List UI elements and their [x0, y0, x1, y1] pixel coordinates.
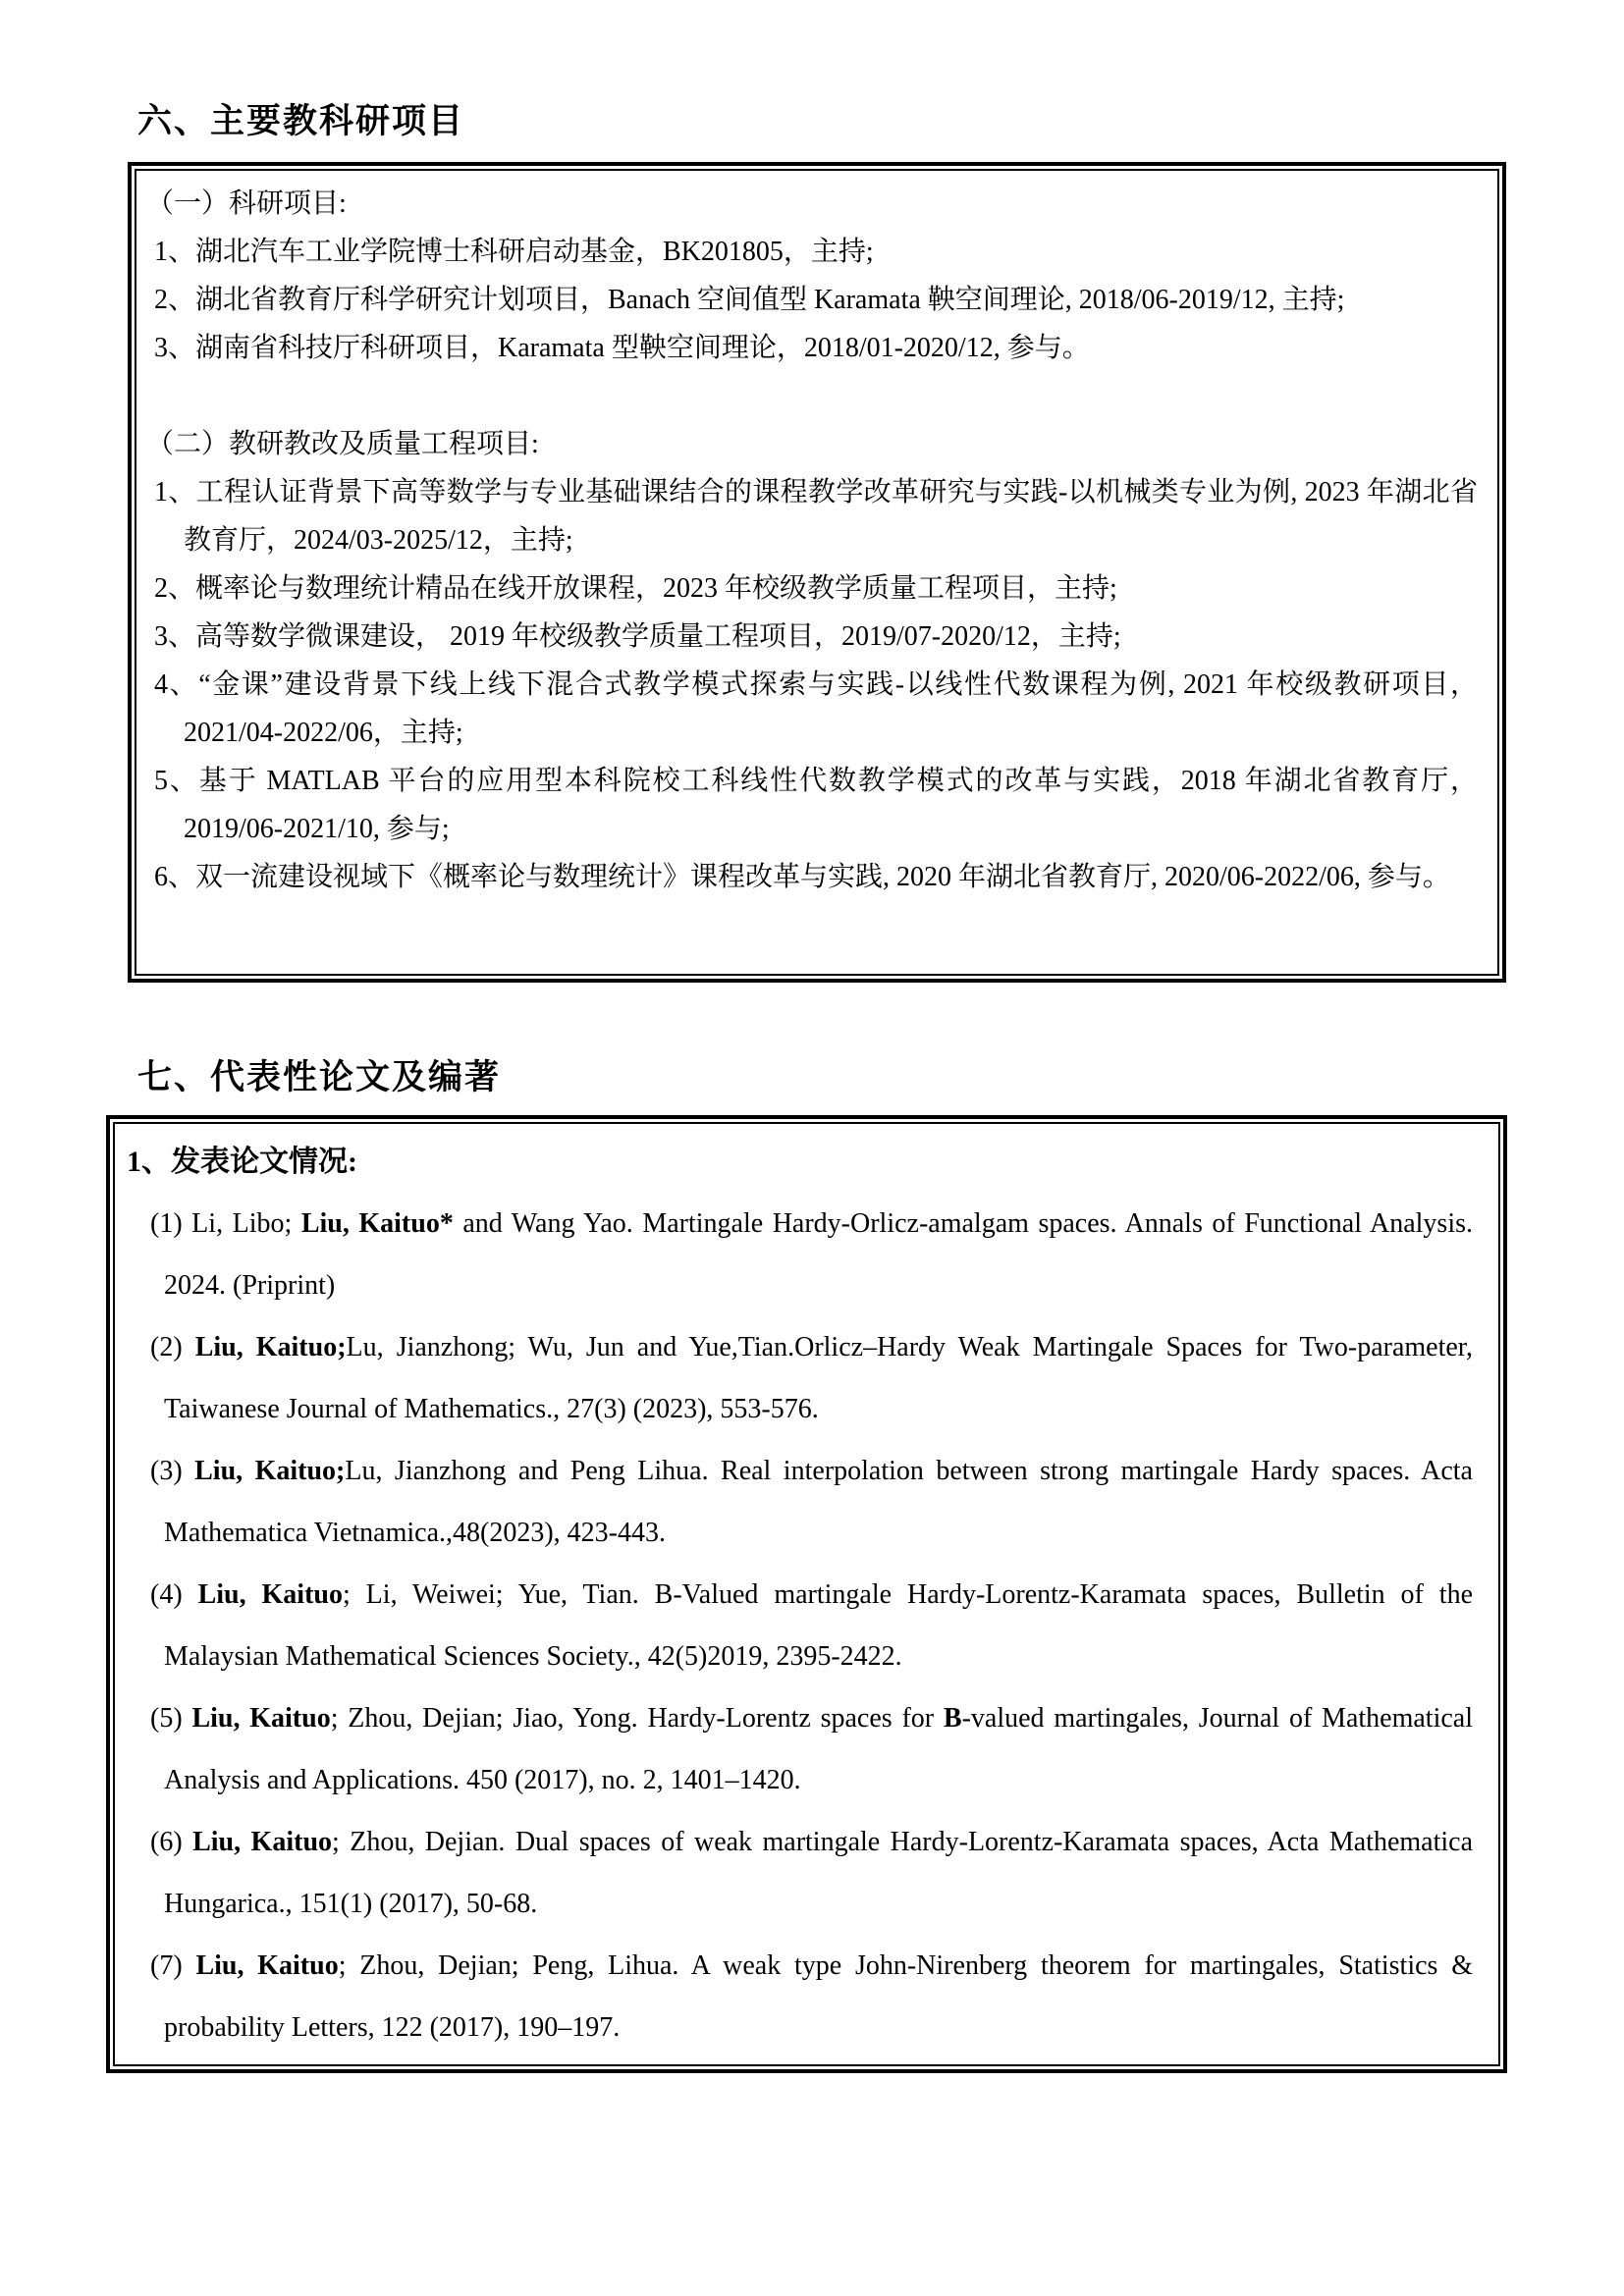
publication-text: Lu, Jianzhong; Wu, Jun and Yue,Tian.Orlicz–Hardy Weak Martingale Spaces for Two-parameter, Taiwanese Journal of Mathematics., 27(3) (2023), 553-576.: [164, 1332, 1473, 1424]
publication-text: ; Zhou, Dejian. Dual spaces of weak martingale Hardy-Lorentz-Karamata spaces, Acta Mathematica Hungarica., 151(1) (2017), 50-68.: [164, 1827, 1473, 1919]
section6-heading: 六、主要教科研项目: [137, 102, 465, 140]
research-project-item-3: 3、湖南省科技厅科研项目，Karamata 型鞅空间理论，2018/01-2020/12, 参与。: [154, 333, 1090, 363]
teaching-project-item-3: 3、高等数学微课建设， 2019 年校级教学质量工程项目，2019/07-2020/12，主持;: [154, 621, 1121, 652]
publication-text: -valued martingales, Journal of Mathematical Analysis and Applications. 450 (2017), no. 2, 1401–1420.: [164, 1703, 1473, 1795]
publication-bold-text: Liu, Kaituo;: [194, 1456, 346, 1486]
publication-item-5: [150, 1687, 1473, 1811]
research-project-item-2: 2、湖北省教育厅科学研究计划项目，Banach 空间值型 Karamata 鞅空间理论, 2018/06-2019/12, 主持;: [154, 285, 1345, 315]
research-projects-title: （一）科研项目:: [146, 188, 347, 219]
section6-projects-box: [128, 162, 1506, 983]
publication-item-7: [150, 1935, 1473, 2058]
section7-heading: 七、代表性论文及编著: [137, 1058, 502, 1096]
publication-item-6: [150, 1811, 1473, 1935]
publication-bold-text: Liu, Kaituo: [197, 1579, 343, 1610]
publication-bold-text: Liu, Kaituo;: [194, 1332, 347, 1362]
publication-text: ; Li, Weiwei; Yue, Tian. B-Valued martingale Hardy-Lorentz-Karamata spaces, Bulletin of the Malaysian Mathematical Sciences Society., 42(5)2019, 2395-2422.: [164, 1579, 1473, 1672]
publication-text: Lu, Jianzhong and Peng Lihua. Real interpolation between strong martingale Hardy spaces. Acta Mathematica Vietnamica.,48(2023), 423-443.: [164, 1456, 1473, 1548]
publication-item-3: [150, 1440, 1473, 1564]
publication-text: (3): [150, 1456, 195, 1486]
publication-text: (6): [150, 1827, 193, 1857]
teaching-project-item-6: 6、双一流建设视域下《概率论与数理统计》课程改革与实践, 2020 年湖北省教育厅, 2020/06-2022/06, 参与。: [154, 862, 1450, 892]
publication-text: and Wang Yao. Martingale Hardy-Orlicz-amalgam spaces. Annals of Functional Analysis. 2024. (Priprint): [164, 1208, 1473, 1301]
publication-text: (1) Li, Libo;: [150, 1208, 301, 1239]
publication-item-1: [150, 1193, 1473, 1316]
teaching-projects-title: （二）教研教改及质量工程项目:: [146, 429, 539, 459]
publication-text: (2): [150, 1332, 195, 1362]
teaching-project-item-5: 5、基于 MATLAB 平台的应用型本科院校工科线性代数教学模式的改革与实践，2018 年湖北省教育厅， 2019/06-2021/10, 参与;: [154, 766, 1478, 844]
teaching-project-item-4: 4、“金课”建设背景下线上线下混合式教学模式探索与实践-以线性代数课程为例, 2021 年校级教研项目， 2021/04-2022/06，主持;: [154, 669, 1478, 748]
teaching-project-item-2: 2、概率论与数理统计精品在线开放课程，2023 年校级教学质量工程项目，主持;: [154, 573, 1117, 604]
publication-bold-text: Liu, Kaituo: [191, 1703, 331, 1734]
publication-text: (7): [150, 1950, 196, 1981]
teaching-project-item-1: 1、工程认证背景下高等数学与专业基础课结合的课程教学改革研究与实践-以机械类专业为例, 2023 年湖北省教育厅，2024/03-2025/12，主持;: [154, 477, 1478, 556]
research-project-item-1: 1、湖北汽车工业学院博士科研启动基金，BK201805，主持;: [154, 237, 874, 267]
section7-publications-box: [106, 1115, 1507, 2073]
publication-text: (5): [150, 1703, 192, 1734]
section6-projects-box-inner: [135, 169, 1499, 976]
publication-bold-text: Liu, Kaituo*: [300, 1208, 454, 1239]
publication-text: ; Zhou, Dejian; Peng, Lihua. A weak type John-Nirenberg theorem for martingales, Statistics & probability Letters, 122 (2017), 190–197.: [164, 1950, 1473, 2043]
publication-item-4: [150, 1564, 1473, 1687]
publication-bold-text: Liu, Kaituo: [192, 1827, 333, 1857]
publication-item-2: [150, 1316, 1473, 1440]
publication-bold-text: B: [943, 1703, 962, 1734]
publications-title: 1、发表论文情况:: [127, 1146, 357, 1178]
section7-publications-box-inner: [113, 1122, 1500, 2066]
publication-bold-text: Liu, Kaituo: [195, 1950, 339, 1981]
publication-text: ; Zhou, Dejian; Jiao, Yong. Hardy-Lorentz spaces for: [330, 1703, 944, 1734]
publication-text: (4): [150, 1579, 198, 1610]
